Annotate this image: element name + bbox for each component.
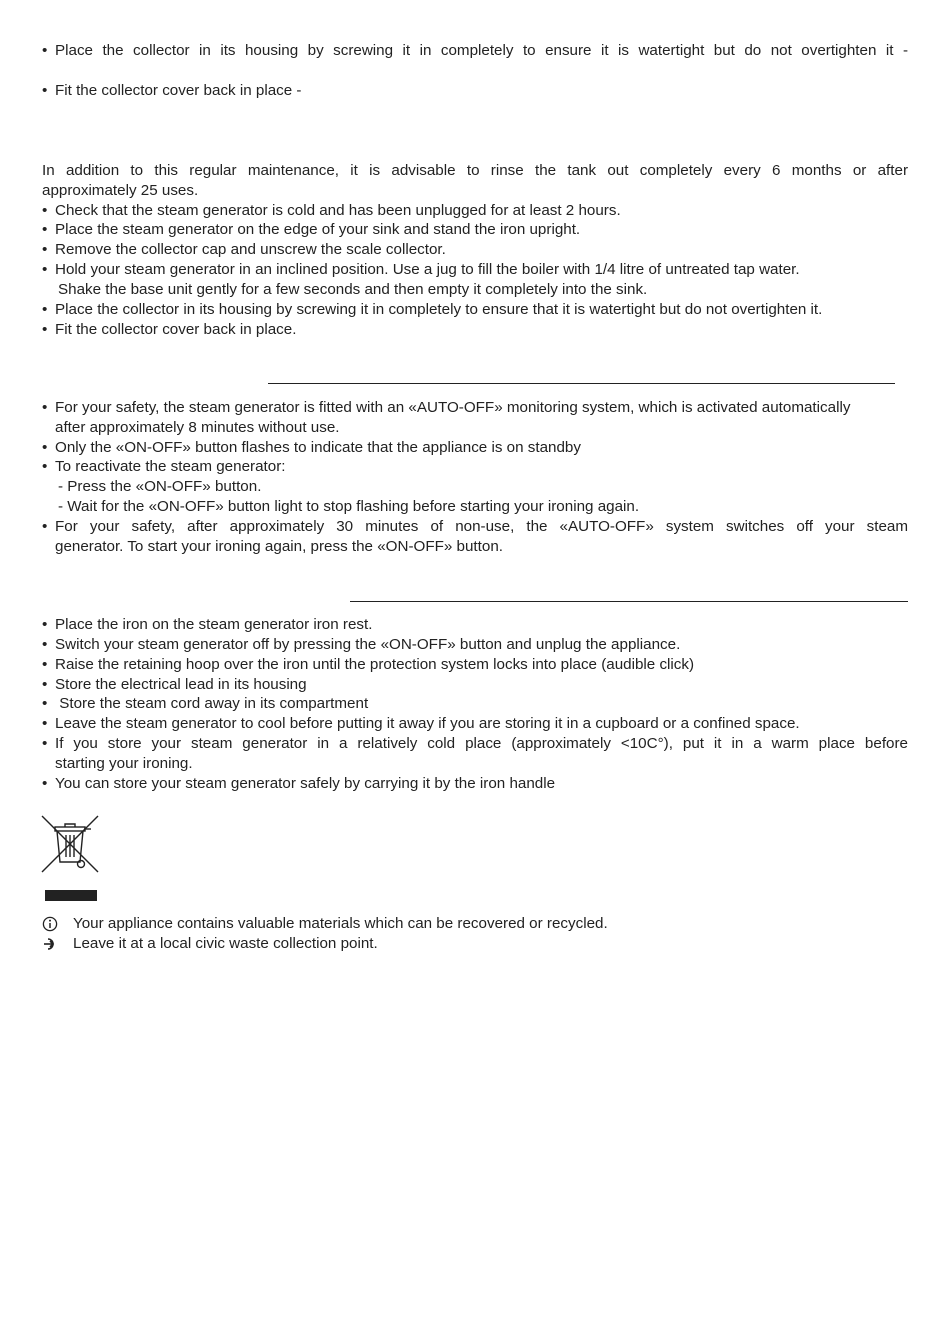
- bullet: •: [42, 241, 48, 258]
- paragraph-line: approximately 25 uses.: [42, 182, 199, 199]
- bullet: •: [42, 221, 48, 238]
- bullet: •: [42, 82, 48, 99]
- crossed-out-wheelie-bin-icon: [41, 815, 99, 905]
- list-item: • You can store your steam generator safely by carrying it by the iron handle: [42, 775, 556, 792]
- bullet: •: [42, 399, 48, 416]
- sub-step: - Press the «ON-OFF» button.: [58, 478, 262, 495]
- list-item: • Hold your steam generator in an inclined position. Use a jug to fill the boiler with 1/4 litre of untreated tap water.: [42, 261, 800, 278]
- list-item: • Fit the collector cover back in place.: [42, 321, 297, 338]
- list-item: • Raise the retaining hoop over the iron until the protection system locks into place (audible click): [42, 656, 695, 673]
- bullet: •: [42, 616, 48, 633]
- list-item: • Leave the steam generator to cool before putting it away if you are storing it in a cupboard or a confined space.: [42, 715, 800, 732]
- bullet: •: [42, 735, 48, 752]
- list-item: • Remove the collector cap and unscrew the scale collector.: [42, 241, 446, 258]
- section-divider: [268, 383, 895, 384]
- manual-page: • Place the collector in its housing by screwing it in completely to ensure it is watertight but do not overtighten it - • Fit the collector cover back in place - In addition to this regular maintenance, it is advisable to rinse the tank out completely every 6 months or after approximately 25 uses. • Check that the steam generator is cold and has been unplugged for at least 2 hours. • Place the steam generator on the edge of your sink and stand the iron upright. • Remove the collector cap and unscrew the scale collector. • Hold your steam generator in an inclined position. Use a jug to fill the boiler with 1/4 litre of untreated tap water. Shake the base unit gently for a few seconds and then empty it completely into the sink. • Place the collector in its housing by screwing it in completely to ensure that it is watertight but do not overtighten it. • Fit the collector cover back in place. • For your safety, the steam generator is fitted with an «AUTO-OFF» monitoring system, which is activated automatically after approximately 8 minutes without use. • Only the «ON-OFF» button flashes to indicate that the appliance is on standby • To reactivate the steam generator: - Press the «ON-OFF» button. - Wait for the «ON-OFF» button light to stop flashing before starting your ironing again. • For your safety, after approximately 30 minutes of non-use, the «AUTO-OFF» system switches off your steam generator. To start your ironing again, press the «ON-OFF» button. • Place the iron on the steam generator iron rest. • Switch your steam generator off by pressing the «ON-OFF» button and unplug the appliance. • Raise the retaining hoop over the iron until the protection system locks into place (audible click) • Store the electrical lead in its housing • Store the steam cord away in its compartment • Leave the steam generator to cool before putting it away if you are storing it in a cupboard or a confined space. • If you store your steam generator in a relatively cold place (approximately <10C°), put it in a warm place before starting your ironing. • You can store your steam generator safely by carrying it by the iron handle Your appliance contains valuable materials which can be recovered or recycled. Leave it at a local civic waste collection point.: [42, 42, 908, 952]
- list-item: • For your safety, after approximately 30 minutes of non-use, the «AUTO-OFF» system switches off your steam: [42, 518, 908, 535]
- arrow-icon: [42, 936, 58, 952]
- list-item: • Store the steam cord away in its compartment: [42, 695, 369, 712]
- list-item-continuation: starting your ironing.: [55, 755, 193, 772]
- section-divider: [350, 601, 908, 602]
- bullet: •: [42, 656, 48, 673]
- bullet: •: [42, 439, 48, 456]
- paragraph-line: In addition to this regular maintenance, it is advisable to rinse the tank out completely every 6 months or after: [42, 162, 908, 179]
- bullet: •: [42, 775, 48, 792]
- list-item: • To reactivate the steam generator:: [42, 458, 286, 475]
- sub-step: - Wait for the «ON-OFF» button light to stop flashing before starting your ironing again.: [58, 498, 640, 515]
- list-item: • Fit the collector cover back in place -: [42, 82, 302, 99]
- bullet: •: [42, 42, 48, 59]
- list-item: • Place the collector in its housing by screwing it in completely to ensure that it is watertight but do not overtighten it.: [42, 301, 823, 318]
- bullet: •: [42, 321, 48, 338]
- bullet: •: [42, 695, 48, 712]
- bullet: •: [42, 715, 48, 732]
- bullet: •: [42, 676, 48, 693]
- list-item: • Only the «ON-OFF» button flashes to indicate that the appliance is on standby: [42, 439, 581, 456]
- info-icon: [42, 916, 58, 932]
- bullet: •: [42, 636, 48, 653]
- list-item: • For your safety, the steam generator is fitted with an «AUTO-OFF» monitoring system, which is activated automatically: [42, 399, 851, 416]
- bullet: •: [42, 202, 48, 219]
- bullet: •: [42, 458, 48, 475]
- list-item: • Place the iron on the steam generator iron rest.: [42, 616, 373, 633]
- bullet: •: [42, 301, 48, 318]
- list-item-continuation: after approximately 8 minutes without use.: [55, 419, 340, 436]
- list-item: • Check that the steam generator is cold and has been unplugged for at least 2 hours.: [42, 202, 621, 219]
- list-item-continuation: generator. To start your ironing again, press the «ON-OFF» button.: [55, 538, 503, 555]
- list-item: • If you store your steam generator in a relatively cold place (approximately <10C°), put it in a warm place before: [42, 735, 908, 752]
- list-item: • Store the electrical lead in its housing: [42, 676, 307, 693]
- bullet: •: [42, 261, 48, 278]
- bullet: •: [42, 518, 48, 535]
- list-item: • Switch your steam generator off by pressing the «ON-OFF» button and unplug the appliance.: [42, 636, 681, 653]
- list-item-continuation: Shake the base unit gently for a few seconds and then empty it completely into the sink.: [58, 281, 648, 298]
- list-item: • Place the steam generator on the edge of your sink and stand the iron upright.: [42, 221, 581, 238]
- list-item: • Place the collector in its housing by screwing it in completely to ensure it is watertight but do not overtighten it -: [42, 42, 908, 59]
